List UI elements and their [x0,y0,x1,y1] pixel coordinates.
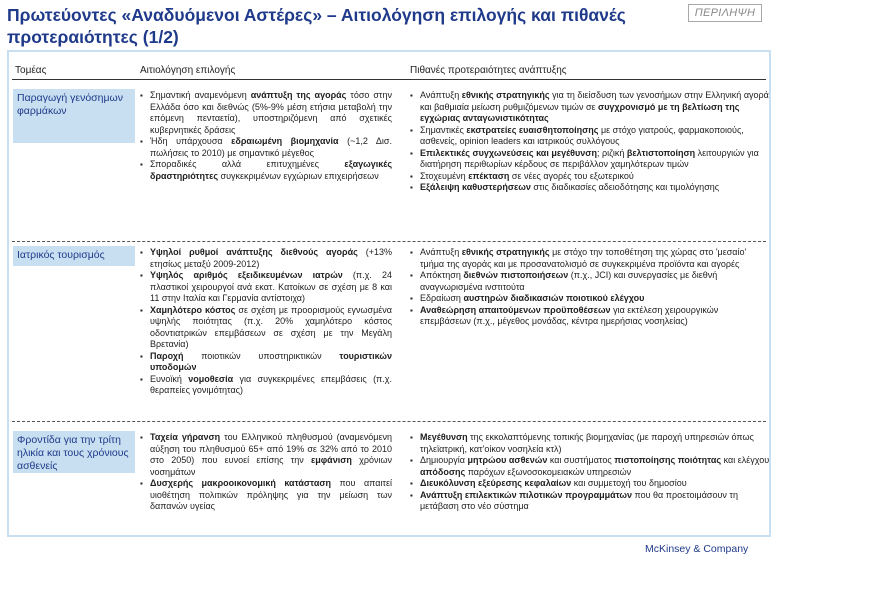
sector-label-medical-tourism: Ιατρικός τουρισμός [13,246,135,266]
bullet-item [140,159,392,182]
text: στις διαδικασίες αδειοδότησης και τιμολόγησης [530,182,720,192]
column-header-justification: Αιτιολόγηση επιλογής [140,65,236,76]
bold-text: νομοθεσία [188,373,234,384]
text: (π.χ. 24 πλαστικοί χειρουργοί ανά εκατ. Κατοίκων σε σχέση με 8 και 11 στην Ιταλία και Γερμανία αντίστοιχα) [150,270,392,303]
sector-label-generics: Παραγωγή γενόσημων φαρμάκων [13,89,135,143]
bold-text: Δυσχερής μακροοικονομική κατάσταση [150,478,332,488]
bullet-item [410,270,770,293]
text: τόσο στην Ελλάδα όσο και διεθνώς (5%-9% μέση ετήσια μεταβολή την επόμενη πενταετία), υποστηριζόμενη από σχετικές κυβερνητικές δράσεις [150,90,392,135]
bullet-item [140,247,392,270]
sector-label-elderly-care: Φροντίδα για την τρίτη ηλικία και τους χρόνιους ασθενείς [13,431,135,473]
bold-text: Διευκόλυνση εξεύρεσης κεφαλαίων [420,478,572,488]
text: Ήδη υπάρχουσα [150,136,232,146]
bold-text: απόδοσης [420,466,466,477]
bold-text: βελτιστοποίηση [626,147,696,158]
text: για συγκεκριμένες επεμβάσεις (π.χ. θεραπείες γονιμότητας) [150,373,392,395]
bullet-item [410,247,770,270]
bold-text: Ανάπτυξη επιλεκτικών πιλοτικών προγραμμάτων [420,489,633,500]
bullet-item [140,270,392,305]
text: Δημιουργία [420,455,468,465]
text: (~1,2 Δισ. πωλήσεις το 2010) με σημαντικό μέγεθος [150,136,392,158]
text: του Ελληνικού πληθυσμού (αναμενόμενη αύξηση του πληθυσμού 65+ από 19% σε 32% από το 2010 στο 2050) που ευνοεί επίσης την [150,432,392,465]
bold-text: εμφάνιση [310,455,352,465]
text: (π.χ., JCI) και συνεργασίες με διεθνή αναγνωρισμένα ινστιτούτα [420,270,718,292]
header-divider [12,79,766,80]
text: χρόνιων νοσημάτων [150,455,392,477]
bold-text: Επιλεκτικές συγχωνεύσεις και μεγέθυνση [420,147,597,158]
text: σε νέες αγορές του εξωτερικού [509,170,634,181]
bullet-item [140,136,392,159]
bullet-item [140,432,392,478]
text: και συμμετοχή του δημοσίου [571,478,687,488]
bullet-item [140,351,392,374]
bold-text: Υψηλός αριθμός εξειδικευμένων ιατρών [150,270,343,280]
text: για τη διείσδυση των γενοσήμων στην Ελληνική αγορά και βαθμιαία μείωση ρυθμιζόμενων τιμών σε [420,90,769,112]
bold-text: εδραιωμένη βιομηχανία [231,136,339,146]
column-header-sector: Τομέας [15,65,47,76]
bold-text: Παροχή [150,350,184,361]
bullet-item [410,293,770,305]
page-title: Πρωτεύοντες «Αναδυόμενοι Αστέρες» – Αιτιολόγηση επιλογής και πιθανές προτεραιότητες (1/2) [7,5,626,47]
text: με στόχο την τοποθέτηση της χώρας στο 'μεσαίο' τμήμα της αγοράς και με προσανατολισμό σε συγκεκριμένα προϊόντα και αγορές [420,247,747,269]
bullet-item [410,455,770,478]
bold-text: μητρώου ασθενών [467,455,548,465]
text: για εκτέλεση χειρουργικών επεμβάσεων (π.χ., μέγεθος μονάδας, κέντρα ημερήσιας νοσηλείας) [420,304,719,326]
text: της εκκολαπτόμενης τοπικής βιομηχανίας (με παροχή υπηρεσιών όπως τηλεϊατρική, κατ'οίκον νοσηλεία κτλ) [420,432,754,454]
text: Σημαντική αναμενόμενη [150,90,251,100]
bold-text: Υψηλοί ρυθμοί ανάπτυξης διεθνούς αγοράς [150,247,358,257]
bold-text: ανάπτυξη της αγοράς [250,90,347,100]
text: Ανάπτυξη [420,247,462,257]
text: και ελέγχου [721,455,770,465]
text: λειτουργιών για διατήρηση περιθωρίων κέρδους σε περιβάλλον χαμηλότερων τιμών [420,147,759,169]
justification-list-elderly-care [140,432,392,513]
priorities-list-generics [410,90,770,194]
text: συγκεκριμένων εγχώριων επιχειρήσεων [218,170,379,181]
text: Εδραίωση [420,293,464,303]
bullet-item [410,90,770,125]
bold-text: Εξάλειψη καθυστερήσεων [420,182,531,192]
bullet-item [410,125,770,148]
bold-text: εκστρατείες ευαισθητοποίησης [466,124,599,135]
bullet-item [140,374,392,397]
column-header-priorities: Πιθανές προτεραιότητες ανάπτυξης [410,65,567,76]
bullet-item [410,432,770,455]
text: Ευνοϊκή [150,373,189,384]
text: (+13% ετησίως μεταξύ 2009-2012) [150,247,392,269]
bold-text: Χαμηλότερο κόστος [150,304,236,315]
bold-text: αυστηρών διαδικασιών ποιοτικού ελέγχου [463,293,645,303]
text: που απαιτεί υιοθέτηση πολιτικών πρόληψης για την μείωση των δαπανών υγείας [150,478,392,511]
row-divider [12,421,766,422]
priorities-list-medical-tourism [410,247,770,328]
row-divider [12,241,766,242]
bold-text: εξαγωγικές δραστηριότητες [150,159,392,181]
text: ποιοτικών υποστηρικτικών [183,350,340,361]
brand-footer: McKinsey & Company [645,543,749,555]
bold-text: Ταχεία γήρανση [150,432,221,442]
text: παρόχων εξωνοσοκομειακών υπηρεσιών [465,466,632,477]
text: Ανάπτυξη [420,90,462,100]
text: με στόχο γιατρούς, φαρμακοποιούς, ασθενείς, opinion leaders και ιατρικούς συλλόγους [420,124,744,146]
bold-text: συγχρονισμό με τη βελτίωση της εγχώριας ανταγωνιστικότητας [420,101,740,123]
text: Στοχευμένη [420,170,469,181]
text: και συστήματος [547,455,615,465]
text: σε σχέση με προορισμούς εγνωσμένα υψηλής ποιότητας (π.χ. 20% χαμηλότερο κόστος οδοντιατρικών επεμβάσεων σε σχέση με την Μεγάλη Βρετανία) [150,304,393,349]
text: Σποραδικές αλλά επιτυχημένες [150,159,345,169]
bullet-item [140,305,392,351]
text: Απόκτηση [420,270,464,280]
bold-text: εθνικής στρατηγικής [461,90,550,100]
summary-tag: ΠΕΡΙΛΗΨΗ [688,4,762,22]
bullet-item [410,478,770,490]
bullet-item [410,305,770,328]
bullet-item [410,148,770,171]
justification-list-generics [140,90,392,182]
text: Σημαντικές [420,124,467,135]
bold-text: Αναθεώρηση απαιτούμενων προϋποθέσεων [420,304,611,315]
bold-text: εθνικής στρατηγικής [461,247,550,257]
priorities-list-elderly-care [410,432,770,513]
bold-text: πιστοποίησης ποιότητας [614,455,722,465]
bullet-item [410,182,770,194]
bullet-item [410,171,770,183]
text: που θα προετοιμάσουν τη μετάβαση στο νέο σύστημα [420,489,738,511]
bold-text: διεθνών πιστοποιήσεων [463,270,569,280]
justification-list-medical-tourism [140,247,392,397]
bold-text: τουριστικών υποδομών [150,350,392,372]
bullet-item [410,490,770,513]
bullet-item [140,478,392,513]
text: ; ριζική [596,147,627,158]
bold-text: επέκταση [468,170,510,181]
bold-text: Μεγέθυνση [420,432,468,442]
bullet-item [140,90,392,136]
